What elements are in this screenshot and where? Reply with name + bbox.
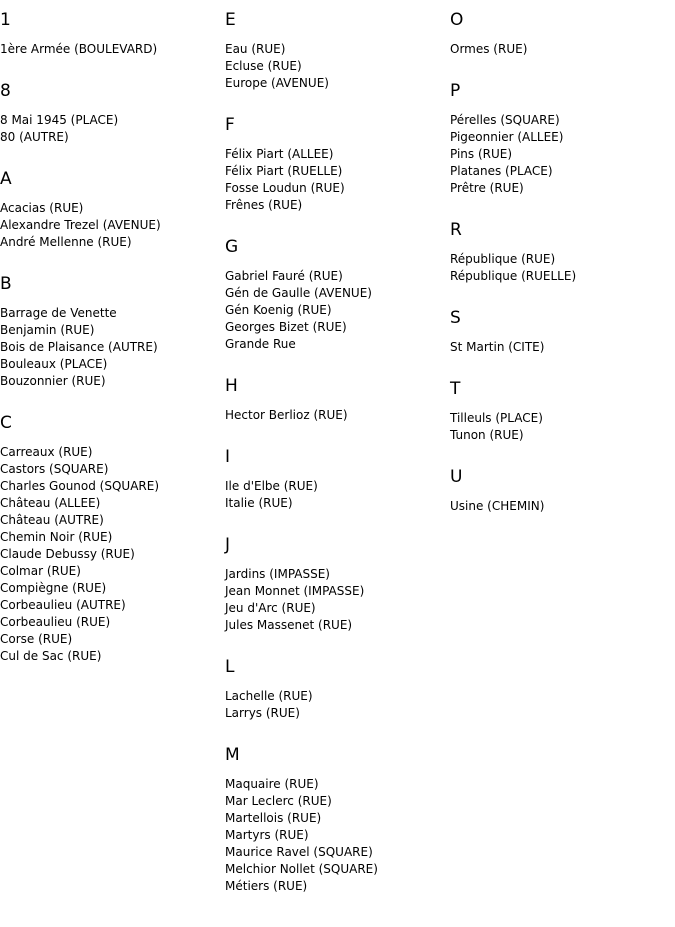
street-list [225, 146, 447, 214]
letter-heading: P [450, 81, 461, 101]
street-link[interactable]: Alexandre Trezel (AVENUE) [0, 218, 161, 232]
street-list [225, 688, 447, 722]
street-link[interactable]: Jeu d'Arc (RUE) [225, 601, 316, 615]
street-link[interactable]: Larrys (RUE) [225, 706, 300, 720]
letter-heading: L [225, 657, 235, 677]
letter-heading: B [0, 274, 12, 294]
letter-heading: I [225, 447, 231, 467]
street-link[interactable]: Acacias (RUE) [0, 201, 84, 215]
street-link[interactable]: Bouzonnier (RUE) [0, 374, 106, 388]
street-list [0, 41, 222, 58]
street-link[interactable]: Fosse Loudun (RUE) [225, 181, 345, 195]
street-link[interactable]: Claude Debussy (RUE) [0, 547, 135, 561]
letter-section [225, 115, 447, 214]
letter-section [0, 10, 222, 58]
street-link[interactable]: Compiègne (RUE) [0, 581, 107, 595]
street-list [225, 776, 447, 895]
street-link[interactable]: Usine (CHEMIN) [450, 499, 545, 513]
street-list [225, 268, 447, 353]
street-link[interactable]: Cul de Sac (RUE) [0, 649, 102, 663]
street-link[interactable]: Château (AUTRE) [0, 513, 104, 527]
street-link[interactable]: Frênes (RUE) [225, 198, 303, 212]
street-link[interactable]: Bouleaux (PLACE) [0, 357, 108, 371]
street-link[interactable]: Gén Koenig (RUE) [225, 303, 332, 317]
street-link[interactable]: Italie (RUE) [225, 496, 293, 510]
street-link[interactable]: République (RUE) [450, 252, 556, 266]
street-link[interactable]: Félix Piart (RUELLE) [225, 164, 343, 178]
street-link[interactable]: Grande Rue [225, 337, 296, 351]
letter-heading: S [450, 308, 461, 328]
street-list [225, 407, 447, 424]
street-list [450, 410, 672, 444]
street-list [0, 200, 222, 251]
letter-section [225, 657, 447, 722]
street-link[interactable]: Corse (RUE) [0, 632, 73, 646]
street-link[interactable]: Europe (AVENUE) [225, 76, 329, 90]
index-column-2 [225, 10, 447, 918]
street-list [450, 339, 672, 356]
street-list [225, 566, 447, 634]
street-link[interactable]: Colmar (RUE) [0, 564, 81, 578]
letter-heading: U [450, 467, 463, 487]
street-link[interactable]: Maurice Ravel (SQUARE) [225, 845, 373, 859]
street-link[interactable]: Charles Gounod (SQUARE) [0, 479, 160, 493]
index-column-3 [450, 10, 672, 538]
street-link[interactable]: Château (ALLEE) [0, 496, 101, 510]
letter-section [450, 10, 672, 58]
letter-heading: J [225, 535, 231, 555]
street-link[interactable]: Benjamin (RUE) [0, 323, 95, 337]
letter-section [225, 447, 447, 512]
street-list [450, 41, 672, 58]
letter-section [450, 81, 672, 197]
street-list [450, 251, 672, 285]
letter-heading: H [225, 376, 238, 396]
letter-heading: E [225, 10, 236, 30]
letter-section [225, 745, 447, 895]
street-link[interactable]: Maquaire (RUE) [225, 777, 319, 791]
street-link[interactable]: Carreaux (RUE) [0, 445, 93, 459]
street-list [0, 112, 222, 146]
street-link[interactable]: Félix Piart (ALLEE) [225, 147, 334, 161]
letter-heading: M [225, 745, 240, 765]
letter-section [225, 376, 447, 424]
street-link[interactable]: Tunon (RUE) [450, 428, 524, 442]
street-link[interactable]: Ormes (RUE) [450, 42, 528, 56]
street-list [450, 498, 672, 515]
street-link[interactable]: Hector Berlioz (RUE) [225, 408, 348, 422]
street-link[interactable]: Métiers (RUE) [225, 879, 308, 893]
street-link[interactable]: République (RUELLE) [450, 269, 577, 283]
letter-heading: R [450, 220, 462, 240]
street-link[interactable]: Ile d'Elbe (RUE) [225, 479, 318, 493]
street-link[interactable]: Gén de Gaulle (AVENUE) [225, 286, 372, 300]
letter-heading: 1 [0, 10, 11, 30]
street-link[interactable]: St Martin (CITE) [450, 340, 545, 354]
street-link[interactable]: Castors (SQUARE) [0, 462, 109, 476]
street-list [450, 112, 672, 197]
letter-heading: G [225, 237, 239, 257]
street-link[interactable]: 80 (AUTRE) [0, 130, 69, 144]
street-link[interactable]: Tilleuls (PLACE) [450, 411, 543, 425]
letter-heading: 8 [0, 81, 11, 101]
street-link[interactable]: 8 Mai 1945 (PLACE) [0, 113, 119, 127]
street-link[interactable]: Georges Bizet (RUE) [225, 320, 347, 334]
street-link[interactable]: Lachelle (RUE) [225, 689, 313, 703]
letter-heading: O [450, 10, 464, 30]
letter-section [225, 10, 447, 92]
letter-heading: T [450, 379, 461, 399]
street-link[interactable]: Platanes (PLACE) [450, 164, 553, 178]
street-list [225, 41, 447, 92]
street-link[interactable]: Jean Monnet (IMPASSE) [225, 584, 365, 598]
letter-section [225, 535, 447, 634]
letter-section [0, 81, 222, 146]
street-link[interactable]: Pins (RUE) [450, 147, 513, 161]
street-link[interactable]: Martellois (RUE) [225, 811, 322, 825]
street-link[interactable]: Pérelles (SQUARE) [450, 113, 560, 127]
street-link[interactable]: Chemin Noir (RUE) [0, 530, 113, 544]
street-link[interactable]: Bois de Plaisance (AUTRE) [0, 340, 158, 354]
street-link[interactable]: Gabriel Fauré (RUE) [225, 269, 343, 283]
street-link[interactable]: Jules Massenet (RUE) [225, 618, 353, 632]
street-link[interactable]: Pigeonnier (ALLEE) [450, 130, 564, 144]
letter-section [450, 379, 672, 444]
street-list [225, 478, 447, 512]
street-list [0, 305, 222, 390]
street-link[interactable]: André Mellenne (RUE) [0, 235, 132, 249]
street-link[interactable]: Eau (RUE) [225, 42, 286, 56]
street-list [0, 444, 222, 665]
street-link[interactable]: 1ère Armée (BOULEVARD) [0, 42, 158, 56]
street-link[interactable]: Barrage de Venette [0, 306, 117, 320]
street-link[interactable]: Mar Leclerc (RUE) [225, 794, 332, 808]
street-link[interactable]: Corbeaulieu (AUTRE) [0, 598, 126, 612]
index-column-1 [0, 10, 222, 688]
letter-heading: F [225, 115, 235, 135]
letter-section [0, 413, 222, 665]
street-link[interactable]: Martyrs (RUE) [225, 828, 309, 842]
letter-section [225, 237, 447, 353]
street-link[interactable]: Prêtre (RUE) [450, 181, 524, 195]
street-link[interactable]: Corbeaulieu (RUE) [0, 615, 111, 629]
street-link[interactable]: Ecluse (RUE) [225, 59, 302, 73]
letter-section [450, 467, 672, 515]
letter-section [0, 169, 222, 251]
letter-heading: C [0, 413, 12, 433]
letter-heading: A [0, 169, 12, 189]
street-link[interactable]: Jardins (IMPASSE) [225, 567, 330, 581]
street-link[interactable]: Melchior Nollet (SQUARE) [225, 862, 378, 876]
letter-section [0, 274, 222, 390]
letter-section [450, 308, 672, 356]
letter-section [450, 220, 672, 285]
